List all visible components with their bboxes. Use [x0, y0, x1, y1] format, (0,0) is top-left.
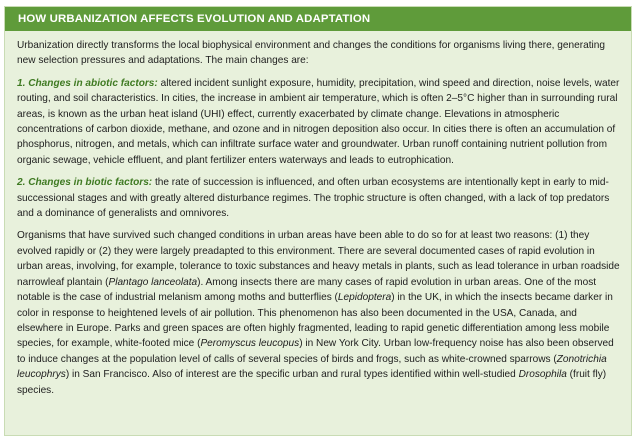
evolution-text-2: ). Among insects there are many cases of rapid evolution in urban areas. One of the most notable is the case of industrial melanism among moths and butterflies (	[17, 276, 597, 304]
box-title: HOW URBANIZATION AFFECTS EVOLUTION AND ADAPTATION	[5, 7, 631, 31]
abiotic-heading: 1. Changes in abiotic factors:	[17, 77, 158, 89]
evolution-text-4: ) in New York City. Urban low-frequency noise has also been observed to induce changes at the population level of calls of several species of birds and frogs, such as white-crowned sparrows (	[17, 338, 614, 365]
abiotic-paragraph	[17, 76, 621, 168]
evolution-text-6: (fruit fly) species.	[17, 369, 607, 396]
evolution-text-3: ) in the UK, in which the insects became darker in color in response to heightened levels of air pollution. This phenomenon has also been documented in the USA, Canada, and elsewhere in Europe. Parks and green spaces are often highly fragmented, leading to rapid genetic differentiation among less mobile species, for example, white-footed mice (	[17, 292, 613, 350]
species-drosophila: Drosophila	[518, 369, 567, 381]
evolution-text-5: ) in San Francisco. Also of interest are the specific urban and rural types identified within well-studied	[65, 369, 519, 381]
info-box	[4, 6, 632, 436]
species-plantago: Plantago lanceolata	[108, 276, 198, 288]
evolution-text-1: Organisms that have survived such changed conditions in urban areas have been able to do so for at least two reasons: (1) they evolved rapidly or (2) they were largely preadapted to this environment. There are several documented cases of rapid evolution in urban areas, involving, for example, tolerance to toxic substances and heavy metals in plants, such as lead tolerance in urban roadside narrowleaf plantain (	[17, 230, 620, 288]
species-zonotrichia: Zonotrichia leucophrys	[17, 353, 607, 381]
intro-paragraph: Urbanization directly transforms the local biophysical environment and changes the conditions for organisms living there, generating new selection pressures and adaptations. The main changes are:	[17, 40, 605, 67]
biotic-text: the rate of succession is influenced, and often urban ecosystems are intentionally kept in early to mid- successional stages and with greatly altered disturbance regimes. The trophic structure is often changed, with a lack of top predators and a dominance of generalists and omnivores.	[17, 177, 610, 220]
abiotic-text: altered incident sunlight exposure, humidity, precipitation, wind speed and direction, noise levels, water routing, and soil characteristics. In cities, the increase in ambient air temperature, which is often 2–5°C higher than in surrounding rural areas, is known as the urban heat island (UHI) effect, currently exacerbated by climate change. Elevations in atmospheric concentrations of carbon dioxide, methane, and ozone and in nitrogen deposition also occur. In cities there is often an accumulation of phosphorus, nitrogen, and metals, which can infiltrate surface water and groundwater. Urban runoff containing nutrient pollution from organic sewage, vehicle effluent, and plant fertilizer enters waterways and leads to eutrophication.	[17, 77, 620, 166]
species-lepidoptera: Lepidoptera	[337, 292, 392, 304]
biotic-heading: 2. Changes in biotic factors:	[17, 177, 153, 189]
evolution-paragraph	[17, 228, 621, 397]
biotic-paragraph	[17, 175, 621, 221]
species-peromyscus: Peromyscus leucopus	[200, 338, 300, 350]
box-content	[5, 31, 631, 398]
